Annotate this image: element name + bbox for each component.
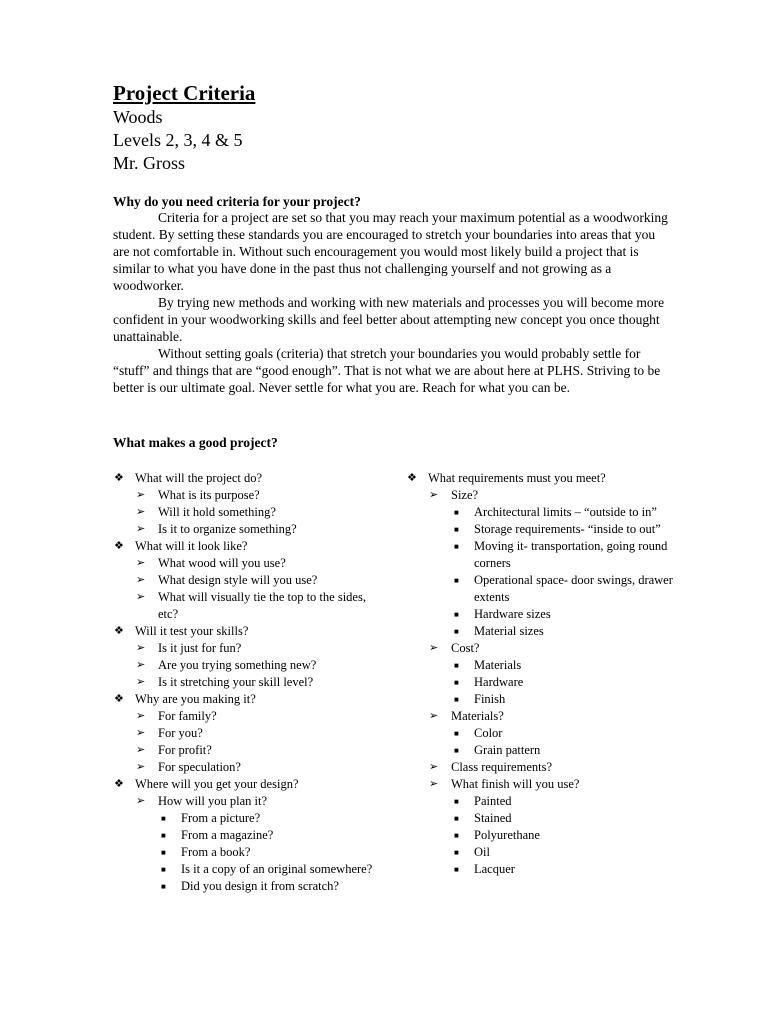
list-item-text: What will visually tie the top to the sides, etc?	[158, 590, 366, 621]
list-item	[406, 572, 676, 606]
list-item	[113, 827, 373, 844]
list-item	[406, 827, 676, 844]
list-item-text: Is it to organize something?	[158, 522, 297, 536]
list-item	[406, 776, 676, 793]
list-item	[113, 742, 373, 759]
list-item	[406, 538, 676, 572]
list-item	[113, 691, 373, 708]
list-item	[113, 504, 373, 521]
bullet-icon: ❖	[114, 472, 124, 484]
criteria-list-right	[406, 470, 676, 878]
list-item-text: From a book?	[181, 845, 251, 859]
list-item-text: What requirements must you meet?	[428, 471, 606, 485]
list-item	[406, 487, 676, 504]
list-item-text: From a picture?	[181, 811, 261, 825]
list-item-text: Storage requirements- “inside to out”	[474, 522, 661, 536]
bullet-icon: ■	[454, 627, 459, 636]
bullet-icon: ■	[161, 882, 166, 891]
intro-text	[113, 209, 673, 396]
list-item-text: For family?	[158, 709, 217, 723]
list-item-text: Is it just for fun?	[158, 641, 242, 655]
list-item-text: Will it test your skills?	[135, 624, 249, 638]
bullet-icon: ❖	[407, 472, 417, 484]
bullet-icon: ■	[454, 831, 459, 840]
list-item	[113, 725, 373, 742]
bullet-icon: ■	[454, 848, 459, 857]
bullet-icon: ➢	[429, 761, 439, 773]
list-item	[406, 504, 676, 521]
list-item	[113, 623, 373, 640]
list-item	[113, 657, 373, 674]
list-item-text: For you?	[158, 726, 203, 740]
list-item	[406, 725, 676, 742]
bullet-icon: ➢	[429, 778, 439, 790]
bullet-icon: ❖	[114, 693, 124, 705]
list-item	[113, 776, 373, 793]
list-item-text: Materials	[474, 658, 522, 672]
bullet-icon: ■	[161, 814, 166, 823]
bullet-icon: ➢	[136, 489, 146, 501]
list-item-text: Color	[474, 726, 503, 740]
bullet-icon: ➢	[136, 506, 146, 518]
list-item	[113, 487, 373, 504]
bullet-icon: ➢	[136, 795, 146, 807]
list-item	[406, 521, 676, 538]
list-item-text: From a magazine?	[181, 828, 274, 842]
list-item-text: For speculation?	[158, 760, 241, 774]
bullet-icon: ■	[454, 610, 459, 619]
list-item	[113, 759, 373, 776]
bullet-icon: ■	[454, 525, 459, 534]
list-item	[113, 640, 373, 657]
bullet-list	[113, 470, 373, 895]
list-item	[113, 538, 373, 555]
list-item	[113, 572, 373, 589]
bullet-icon: ➢	[136, 659, 146, 671]
list-item-text: Oil	[474, 845, 490, 859]
list-item-text: For profit?	[158, 743, 212, 757]
list-item-text: Grain pattern	[474, 743, 541, 757]
list-item-text: What design style will you use?	[158, 573, 318, 587]
list-item	[113, 844, 373, 861]
list-item	[406, 793, 676, 810]
list-item-text: What finish will you use?	[451, 777, 580, 791]
list-item-text: What will the project do?	[135, 471, 263, 485]
bullet-icon: ■	[454, 678, 459, 687]
list-item-text: Polyurethane	[474, 828, 540, 842]
intro-paragraph: Criteria for a project are set so that you may reach your maximum potential as a woodworking student. By setting these standards you are encouraged to stretch your boundaries into areas that you are not comfortable in. Without such encouragement you would most likely build a project that is similar to what you have done in the past thus not challenging yourself and not growing as a woodworker.	[113, 210, 668, 293]
list-item-text: Moving it- transportation, going round corners	[474, 539, 668, 570]
intro-paragraph: By trying new methods and working with new materials and processes you will become more confident in your woodworking skills and feel better about attempting new concept you once thought unattainable.	[113, 295, 665, 344]
bullet-icon: ➢	[136, 710, 146, 722]
list-item	[406, 640, 676, 657]
list-item-text: Lacquer	[474, 862, 515, 876]
list-item-text: What wood will you use?	[158, 556, 286, 570]
list-item	[406, 708, 676, 725]
levels-line: Levels 2, 3, 4 & 5	[113, 130, 243, 150]
bullet-icon: ■	[161, 831, 166, 840]
list-item	[406, 844, 676, 861]
list-item-text: Size?	[451, 488, 479, 502]
bullet-icon: ■	[454, 576, 459, 585]
bullet-list	[406, 470, 676, 878]
list-item-text: Stained	[474, 811, 512, 825]
bullet-icon: ❖	[114, 625, 124, 637]
list-item	[406, 470, 676, 487]
list-item-text: Painted	[474, 794, 512, 808]
list-item	[406, 810, 676, 827]
intro-paragraph: Without setting goals (criteria) that stretch your boundaries you would probably settle for “stuff” and things that are “good enough”. That is not what we are about here at PLHS. Striving to be better is our ultimate goal. Never settle for what you are. Reach for what you can be.	[113, 346, 661, 395]
list-item-text: Material sizes	[474, 624, 544, 638]
list-item	[113, 878, 373, 895]
section-heading-why: Why do you need criteria for your project?	[113, 194, 361, 209]
list-item	[406, 606, 676, 623]
list-item-text: How will you plan it?	[158, 794, 268, 808]
bullet-icon: ➢	[429, 489, 439, 501]
list-item	[113, 521, 373, 538]
bullet-icon: ■	[454, 814, 459, 823]
list-item	[113, 708, 373, 725]
bullet-icon: ➢	[136, 727, 146, 739]
bullet-icon: ■	[454, 729, 459, 738]
bullet-icon: ➢	[136, 523, 146, 535]
list-item	[113, 555, 373, 572]
list-item	[113, 674, 373, 691]
teacher-line: Mr. Gross	[113, 153, 186, 173]
list-item	[406, 861, 676, 878]
bullet-icon: ➢	[429, 710, 439, 722]
bullet-icon: ■	[454, 661, 459, 670]
list-item-text: Is it a copy of an original somewhere?	[181, 862, 373, 876]
list-item	[406, 759, 676, 776]
bullet-icon: ➢	[136, 761, 146, 773]
bullet-icon: ➢	[136, 676, 146, 688]
bullet-icon: ■	[161, 848, 166, 857]
bullet-icon: ■	[454, 746, 459, 755]
list-item	[113, 810, 373, 827]
bullet-icon: ❖	[114, 778, 124, 790]
list-item	[113, 589, 373, 623]
list-item-text: What is its purpose?	[158, 488, 260, 502]
list-item-text: Cost?	[451, 641, 480, 655]
bullet-icon: ■	[454, 695, 459, 704]
bullet-icon: ■	[454, 865, 459, 874]
bullet-icon: ➢	[136, 591, 146, 603]
list-item	[406, 674, 676, 691]
list-item-text: Operational space- door swings, drawer extents	[474, 573, 673, 604]
list-item	[113, 470, 373, 487]
list-item	[406, 623, 676, 640]
list-item-text: Why are you making it?	[135, 692, 256, 706]
list-item-text: Architectural limits – “outside to in”	[474, 505, 657, 519]
criteria-list-left	[113, 470, 373, 895]
bullet-icon: ➢	[136, 574, 146, 586]
list-item-text: Finish	[474, 692, 506, 706]
list-item-text: Are you trying something new?	[158, 658, 317, 672]
list-item-text: Materials?	[451, 709, 504, 723]
list-item-text: Did you design it from scratch?	[181, 879, 339, 893]
section-heading-what: What makes a good project?	[113, 435, 278, 450]
list-item-text: Where will you get your design?	[135, 777, 299, 791]
bullet-icon: ■	[454, 797, 459, 806]
list-item	[406, 657, 676, 674]
bullet-icon: ➢	[136, 642, 146, 654]
list-item-text: Hardware sizes	[474, 607, 551, 621]
bullet-icon: ■	[454, 508, 459, 517]
bullet-icon: ➢	[429, 642, 439, 654]
bullet-icon: ➢	[136, 744, 146, 756]
list-item	[113, 793, 373, 810]
list-item-text: Class requirements?	[451, 760, 553, 774]
list-item	[406, 742, 676, 759]
document-title: Project Criteria	[113, 81, 256, 105]
list-item	[406, 691, 676, 708]
bullet-icon: ➢	[136, 557, 146, 569]
bullet-icon: ■	[161, 865, 166, 874]
list-item-text: Is it stretching your skill level?	[158, 675, 314, 689]
subject-line: Woods	[113, 107, 163, 127]
bullet-icon: ■	[454, 542, 459, 551]
list-item-text: Will it hold something?	[158, 505, 276, 519]
list-item-text: What will it look like?	[135, 539, 248, 553]
list-item-text: Hardware	[474, 675, 524, 689]
bullet-icon: ❖	[114, 540, 124, 552]
list-item	[113, 861, 373, 878]
